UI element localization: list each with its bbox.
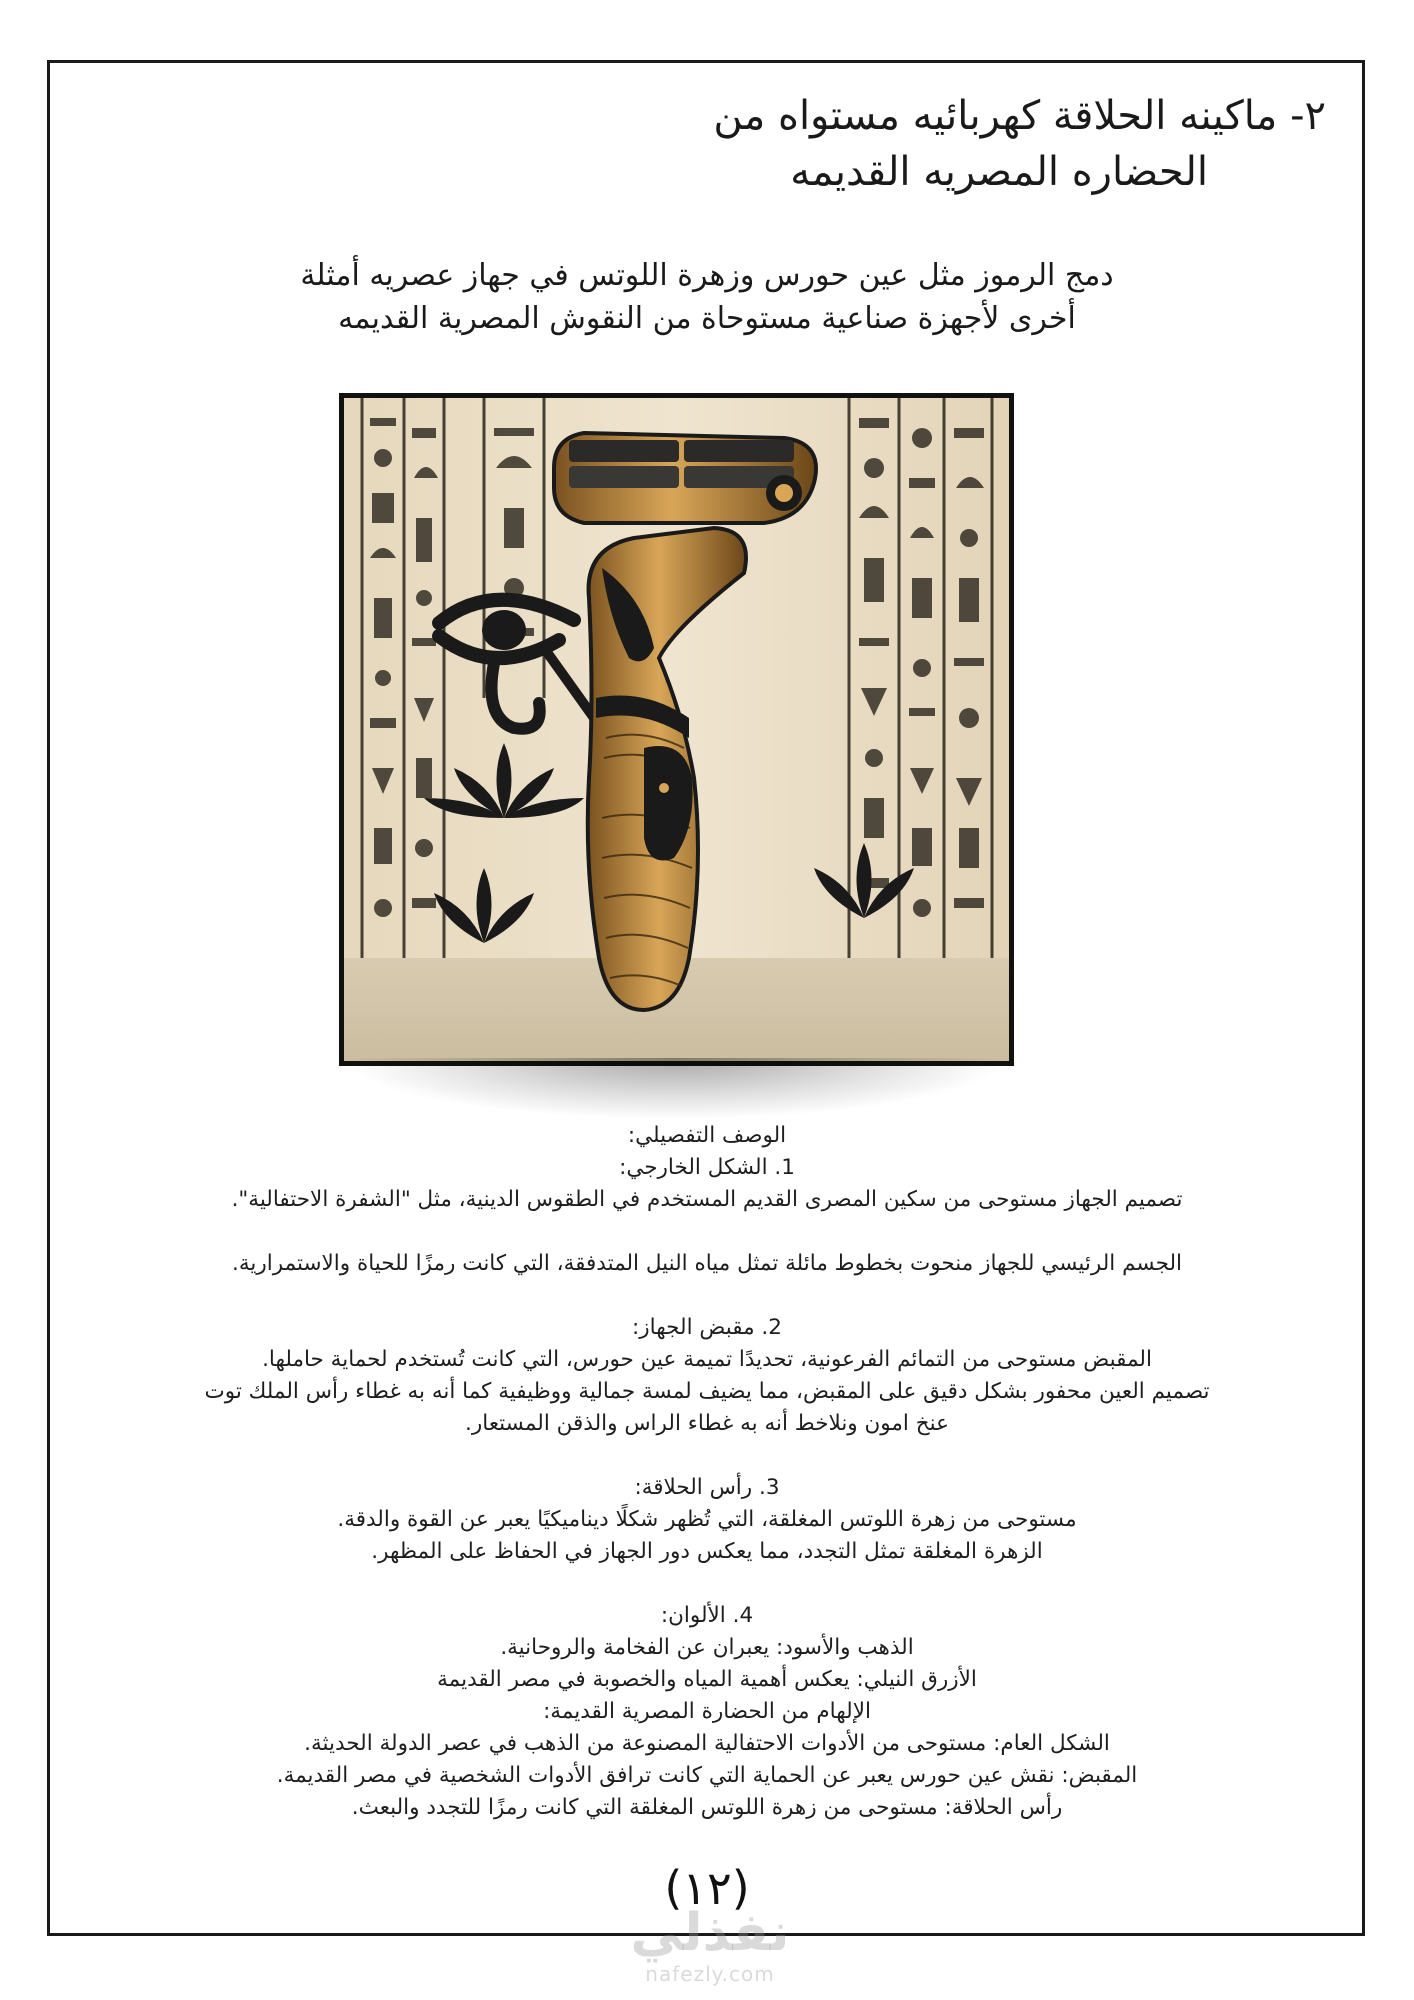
watermark [560,1905,860,1987]
section-4-line-6: رأس الحلاقة: مستوحى من زهرة اللوتس المغلقة التي كانت رمزًا للتجدد والبعث. [351,1795,1063,1820]
section-4-title: 4. الألوان: [660,1603,754,1628]
illustration-shadow [350,1058,1000,1118]
shaver-illustration-svg [344,398,1009,1061]
subtitle-line-2: أخرى لأجهزة صناعية مستوحاة من النقوش المصرية القديمه [338,301,1076,336]
subtitle [180,254,1234,340]
section-4-line-3: الإلهام من الحضارة المصرية القديمة: [543,1699,871,1724]
section-1-title: 1. الشكل الخارجي: [619,1155,795,1180]
section-4-line-1: الذهب والأسود: يعبران عن الفخامة والروحانية. [500,1635,914,1660]
section-3-title: 3. رأس الحلاقة: [634,1475,780,1500]
section-3-line-2: الزهرة المغلقة تمثل التجدد، مما يعكس دور الجهاز في الحفاظ على المظهر. [371,1539,1043,1564]
section-2-line-3: عنخ امون ونلاخط أنه به غطاء الراس والذقن المستعار. [465,1411,949,1436]
section-4-line-5: المقبض: نقش عين حورس يعبر عن الحماية التي كانت ترافق الأدوات الشخصية في مصر القديمة. [276,1763,1138,1788]
section-4-line-2: الأزرق النيلي: يعكس أهمية المياه والخصوبة في مصر القديمة [437,1667,977,1692]
section-2-line-2: تصميم العين محفور بشكل دقيق على المقبض، مما يضيف لمسة جمالية ووظيفية كما أنه به غطاء رأس الملك توت [204,1379,1210,1404]
title-line-2: الحضاره المصريه القديمه [790,149,1208,195]
description-heading: الوصف التفصيلي: [627,1123,787,1148]
section-1-paragraph-2: الجسم الرئيسي للجهاز منحوت بخطوط مائلة تمثل مياه النيل المتدفقة، التي كانت رمزًا للحياة والاستمرارية. [232,1251,1182,1276]
subtitle-line-1: دمج الرموز مثل عين حورس وزهرة اللوتس في جهاز عصريه أمثلة [300,258,1114,293]
section-3-line-1: مستوحى من زهرة اللوتس المغلقة، التي تُظهر شكلًا ديناميكيًا يعبر عن القوة والدقة. [337,1507,1077,1532]
page-number: (١٢) [664,1861,750,1915]
title-line-1: ٢- ماكينه الحلاقة كهربائيه مستواه من [713,93,1326,139]
section-2-line-1: المقبض مستوحى من التمائم الفرعونية، تحديدًا تميمة عين حورس، التي كانت تُستخدم لحماية حاملها. [262,1347,1152,1372]
watermark-url: nafezly.com [645,1962,775,1986]
watermark-logo: نفذلي [630,1903,790,1963]
section-2-title: 2. مقبض الجهاز: [632,1315,782,1340]
shaver-illustration [339,393,1014,1066]
description-text [100,1120,1314,1824]
page-title [526,88,1326,200]
section-4-line-4: الشكل العام: مستوحى من الأدوات الاحتفالية المصنوعة من الذهب في عصر الدولة الحديثة. [304,1731,1110,1756]
section-1-paragraph-1: تصميم الجهاز مستوحى من سكين المصرى القديم المستخدم في الطقوس الدينية، مثل "الشفرة الاحتفالية". [231,1187,1183,1212]
